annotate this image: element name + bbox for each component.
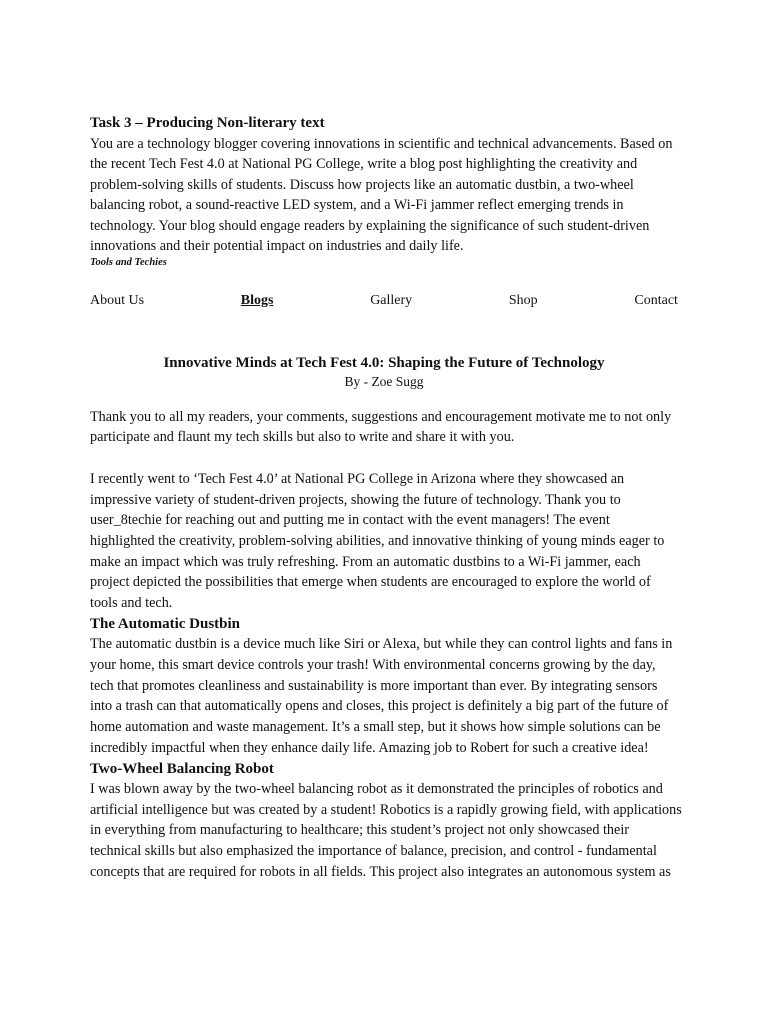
document-page <box>90 113 682 883</box>
robot-paragraph <box>90 779 682 883</box>
event-paragraph <box>90 469 678 614</box>
nav-shop[interactable]: Shop <box>508 292 538 308</box>
text-line: concepts that are required for robots in all fields. This project also integrates an autonomous system as <box>90 863 671 880</box>
post-title: Innovative Minds at Tech Fest 4.0: Shaping the Future of Technology <box>163 354 605 371</box>
nav-gallery[interactable]: Gallery <box>370 292 413 308</box>
text-line: impressive variety of student-driven projects, showing the future of technology. Thank you to <box>90 491 621 508</box>
text-line: technology. Your blog should engage readers by explaining the significance of such student-driven <box>90 217 650 234</box>
text-line: incredibly impactful when they enhance daily life. Amazing job to Robert for such a creative idea! <box>90 739 649 756</box>
text-line: You are a technology blogger covering innovations in scientific and technical advancements. Based on <box>90 135 673 152</box>
text-line: Thank you to all my readers, your comments, suggestions and encouragement motivate me to not only <box>90 408 672 425</box>
text-line: tools and tech. <box>90 595 173 612</box>
text-line: in everything from manufacturing to healthcare; this student’s project not only showcased their <box>90 822 629 839</box>
text-line: into a trash can that automatically opens and closes, this project is definitely a big part of the future of <box>90 698 669 715</box>
text-line: the recent Tech Fest 4.0 at National PG College, write a blog post highlighting the creativity and <box>90 156 638 172</box>
text-line: artificial intelligence but was created by a student! Robotics is a rapidly growing field, with applications <box>90 801 682 818</box>
text-line: make an impact which was truly refreshing. From an automatic dustbins to a Wi-Fi jammer, each <box>90 553 641 570</box>
dustbin-paragraph <box>90 634 678 758</box>
text-line: The automatic dustbin is a device much like Siri or Alexa, but while they can control lights and fans in <box>90 636 673 653</box>
text-line: tech that promotes cleanliness and sustainability is more important than ever. By integrating sensors <box>90 677 658 694</box>
text-line: user_8techie for reaching out and putting me in contact with the event managers! The event <box>90 512 610 529</box>
intro-paragraph <box>90 407 678 448</box>
text-line: project depicted the possibilities that emerge when students are encouraged to explore the world of <box>90 574 651 591</box>
text-line: home automation and waste management. It’s a small step, but it shows how simple solutions can be <box>90 719 661 736</box>
dustbin-heading: The Automatic Dustbin <box>90 615 241 632</box>
nav-about-us[interactable]: About Us <box>90 292 145 308</box>
text-line: your home, this smart device controls your trash! With environmental concerns growing by the day, <box>90 657 656 674</box>
text-line: participate and flaunt my tech skills but also to write and share it with you. <box>90 429 515 446</box>
site-name: Tools and Techies <box>90 256 167 268</box>
site-nav <box>90 291 678 311</box>
text-line: technical skills but also emphasized the importance of balance, precision, and control - fundamental <box>90 843 657 860</box>
robot-heading: Two-Wheel Balancing Robot <box>90 760 274 777</box>
text-line: innovations and their potential impact on industries and daily life. <box>90 238 464 254</box>
task-instructions <box>90 134 678 257</box>
nav-contact[interactable]: Contact <box>634 292 678 308</box>
text-line: balancing robot, a sound-reactive LED system, and a Wi-Fi jammer reflect emerging trends in <box>90 197 624 213</box>
task-heading: Task 3 – Producing Non-literary text <box>90 115 325 131</box>
nav-blogs[interactable]: Blogs <box>240 292 274 308</box>
text-line: I was blown away by the two-wheel balancing robot as it demonstrated the principles of robotics and <box>90 781 663 798</box>
text-line: highlighted the creativity, problem-solving abilities, and innovative thinking of young minds eager to <box>90 533 665 550</box>
text-line: I recently went to ‘Tech Fest 4.0’ at National PG College in Arizona where they showcased an <box>90 470 625 487</box>
post-byline: By - Zoe Sugg <box>344 373 424 389</box>
text-line: problem-solving skills of students. Discuss how projects like an automatic dustbin, a two-wheel <box>90 176 634 193</box>
